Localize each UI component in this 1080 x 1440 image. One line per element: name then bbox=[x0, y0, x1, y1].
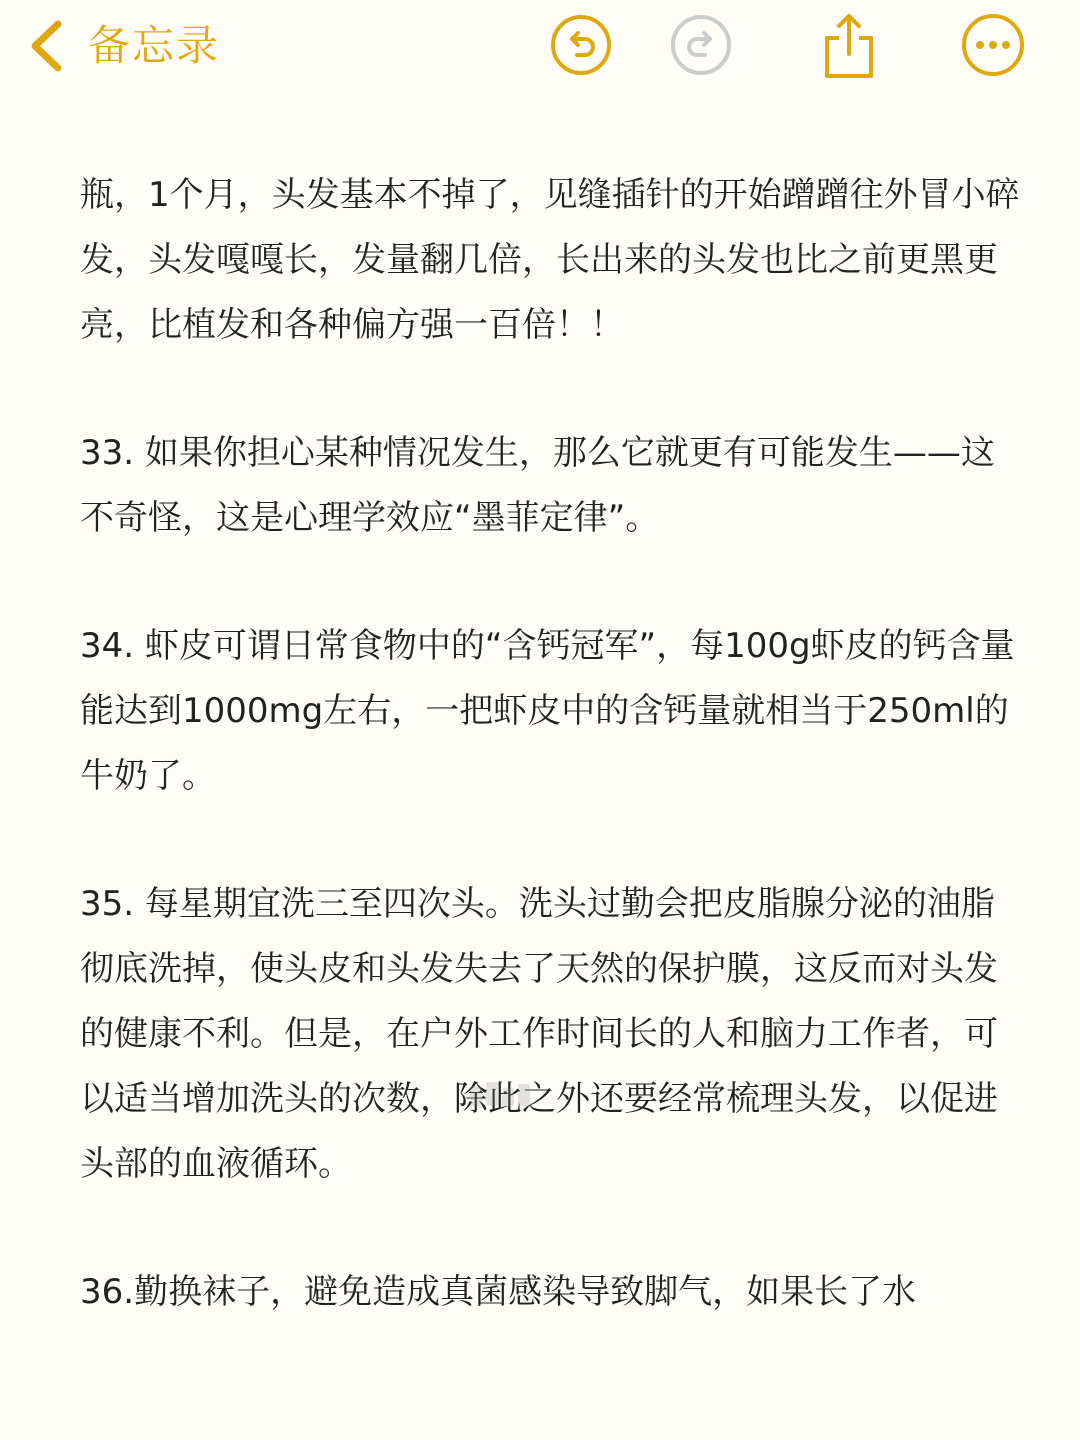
back-label: 备忘录 bbox=[88, 21, 221, 70]
note-paragraph: 36.勤换袜子，避免造成真菌感染导致脚气，如果长了水 bbox=[80, 1272, 917, 1312]
note-paragraph: 34. 虾皮可谓日常食物中的“含钙冠军”，每100g虾皮的钙含量能达到1000mg左右，一把虾皮中的含钙量就相当于250ml的牛奶了。 bbox=[80, 626, 1015, 796]
more-icon bbox=[960, 12, 1026, 78]
note-body[interactable] bbox=[80, 163, 1020, 1325]
undo-icon bbox=[549, 13, 613, 77]
back-button[interactable] bbox=[28, 14, 220, 78]
share-icon bbox=[817, 10, 881, 80]
note-paragraph: 瓶，1个月，头发基本不掉了，见缝插针的开始蹭蹭往外冒小碎发，头发嘎嘎长，发量翻几倍，长出来的头发也比之前更黑更亮，比植发和各种偏方强一百倍！！ bbox=[80, 175, 1020, 345]
watermark-icon bbox=[468, 1080, 538, 1110]
redo-icon bbox=[669, 13, 733, 77]
top-nav-bar bbox=[0, 0, 1080, 100]
note-paragraph: 35. 每星期宜洗三至四次头。洗头过勤会把皮脂腺分泌的油脂彻底洗掉，使头皮和头发失去了天然的保护膜，这反而对头发的健康不利。但是，在户外工作时间长的人和脑力工作者，可以适当增加洗头的次数，除此之外还要经常梳理头发，以促进头部的血液循环。 bbox=[80, 884, 998, 1184]
note-paragraph: 33. 如果你担心某种情况发生，那么它就更有可能发生——这不奇怪，这是心理学效应“墨菲定律”。 bbox=[80, 433, 995, 538]
chevron-left-icon bbox=[28, 19, 64, 73]
share-button[interactable] bbox=[816, 12, 882, 78]
redo-button[interactable] bbox=[668, 12, 734, 78]
undo-button[interactable] bbox=[548, 12, 614, 78]
more-button[interactable] bbox=[960, 12, 1026, 78]
